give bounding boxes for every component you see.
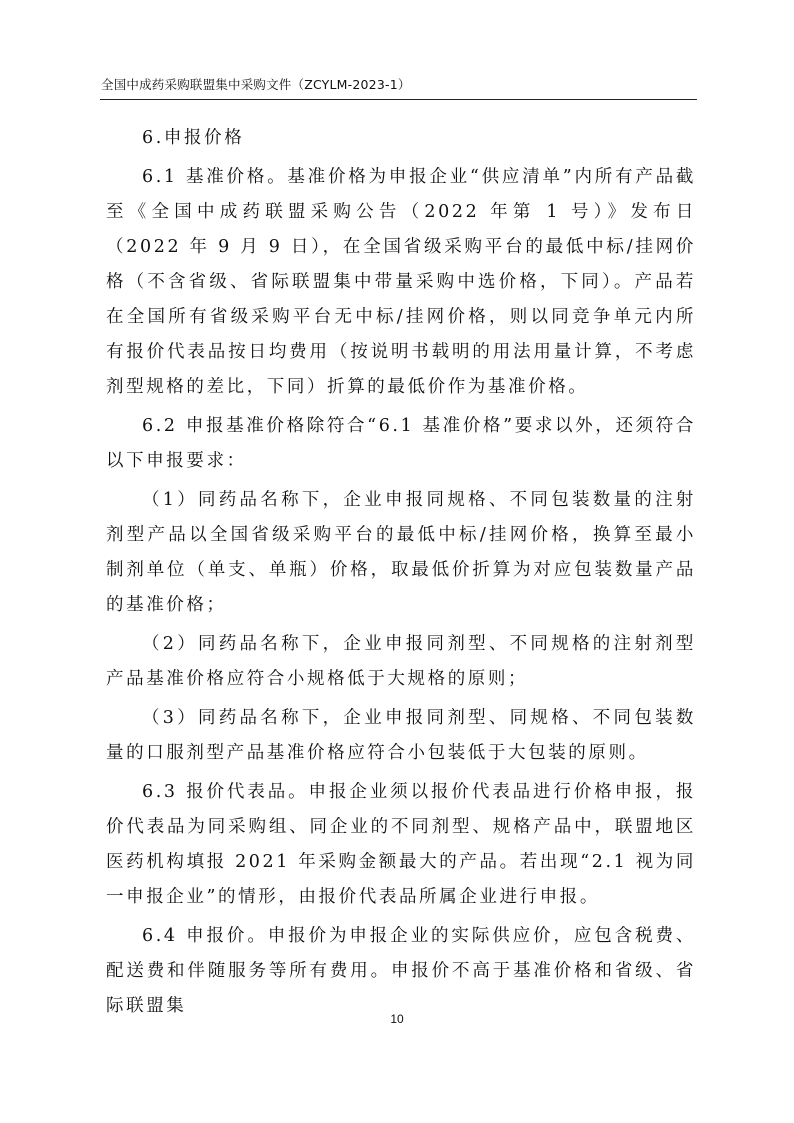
header-divider (100, 99, 697, 100)
page-number: 10 (390, 1012, 404, 1026)
paragraph-item-2: （2）同药品名称下，企业申报同剂型、不同规格的注射剂型产品基准价格应符合小规格低于大规格的原则； (106, 634, 696, 689)
document-body (106, 121, 696, 1028)
paragraph-6-2: 6.2 申报基准价格除符合“6.1 基准价格”要求以外，还须符合以下申报要求： (106, 416, 696, 471)
paragraph-6-4: 6.4 申报价。申报价为申报企业的实际供应价，应包含税费、配送费和伴随服务等所有费用。申报价不高于基准价格和省级、省际联盟集 (106, 926, 696, 1016)
running-header: 全国中成药采购联盟集中采购文件（ZCYLM-2023-1） (101, 77, 411, 92)
paragraph-item-1: （1）同药品名称下，企业申报同规格、不同包装数量的注射剂型产品以全国省级采购平台的最低中标/挂网价格，换算至最小制剂单位（单支、单瓶）价格，取最低价折算为对应包装数量产品的基准价格； (106, 490, 696, 615)
paragraph-6-1: 6.1 基准价格。基准价格为申报企业“供应清单”内所有产品截至《全国中成药联盟采购公告（2022 年第 1 号）》发布日（2022 年 9 月 9 日），在全国省级采购平台的最低中标/挂网价格（不含省级、省际联盟集中带量采购中选价格，下同）。产品若在全国所有省级采购平台无中标/挂网价格，则以同竞争单元内所有报价代表品按日均费用（按说明书载明的用法用量计算，不考虑剂型规格的差比，下同）折算的最低价作为基准价格。 (106, 167, 696, 397)
section-heading: 6.申报价格 (142, 128, 245, 148)
paragraph-6-3: 6.3 报价代表品。申报企业须以报价代表品进行价格申报，报价代表品为同采购组、同企业的不同剂型、规格产品中，联盟地区医药机构填报 2021 年采购金额最大的产品。若出现“2.1 视为同一申报企业”的情形，由报价代表品所属企业进行申报。 (106, 782, 696, 907)
paragraph-item-3: （3）同药品名称下，企业申报同剂型、同规格、不同包装数量的口服剂型产品基准价格应符合小包装低于大包装的原则。 (106, 708, 696, 763)
